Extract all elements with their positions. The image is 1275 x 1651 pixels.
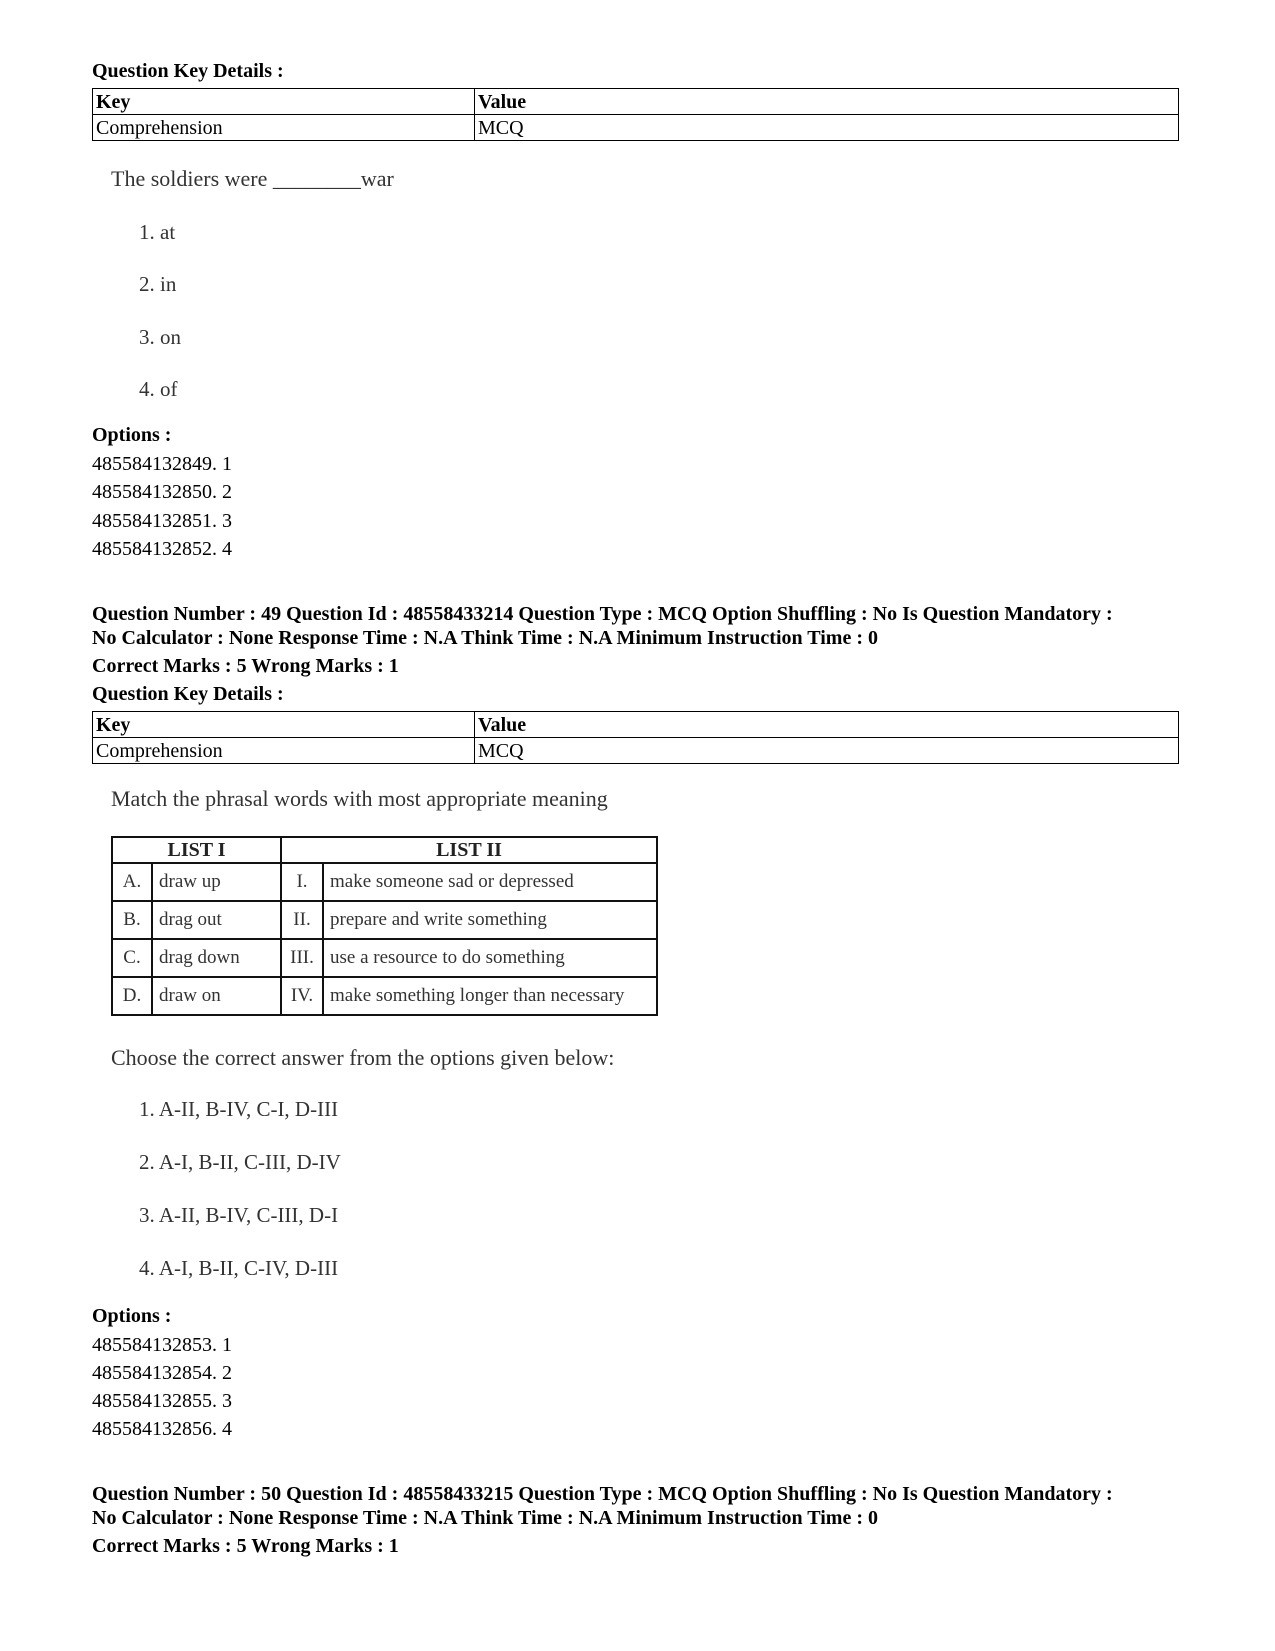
choice-item: 2. A-I, B-II, C-III, D-IV bbox=[139, 1150, 341, 1174]
option-line: 485584132852. 4 bbox=[92, 538, 232, 560]
option-line: 485584132850. 2 bbox=[92, 481, 232, 503]
match-table bbox=[111, 836, 658, 1016]
table-row bbox=[93, 738, 1179, 764]
option-line: 485584132856. 4 bbox=[92, 1418, 232, 1440]
list2-numeral: I. bbox=[281, 863, 323, 901]
table-cell-key: Comprehension bbox=[93, 738, 475, 764]
table-header-row bbox=[93, 712, 1179, 738]
meaning: use a resource to do something bbox=[323, 939, 657, 977]
key-details-table bbox=[92, 88, 1179, 141]
list2-numeral: II. bbox=[281, 901, 323, 939]
choice-item: 2. in bbox=[139, 272, 177, 296]
question-meta-line: Question Number : 49 Question Id : 48558433214 Question Type : MCQ Option Shuffling : No Is Question Mandatory : bbox=[92, 603, 1113, 625]
table-header-value: Value bbox=[475, 89, 1179, 115]
list2-header: LIST II bbox=[281, 837, 657, 863]
choice-item: 3. A-II, B-IV, C-III, D-I bbox=[139, 1203, 339, 1227]
table-header-value: Value bbox=[475, 712, 1179, 738]
key-details-heading: Question Key Details : bbox=[92, 60, 284, 82]
question-meta-line: No Calculator : None Response Time : N.A Think Time : N.A Minimum Instruction Time : 0 bbox=[92, 627, 878, 649]
choice-item: 3. on bbox=[139, 325, 181, 349]
marks-line: Correct Marks : 5 Wrong Marks : 1 bbox=[92, 655, 399, 677]
choice-item: 4. of bbox=[139, 377, 178, 401]
option-line: 485584132854. 2 bbox=[92, 1362, 232, 1384]
table-cell-value: MCQ bbox=[475, 738, 1179, 764]
table-header-row bbox=[93, 89, 1179, 115]
phrasal-word: drag out bbox=[152, 901, 281, 939]
options-heading: Options : bbox=[92, 424, 172, 446]
option-line: 485584132855. 3 bbox=[92, 1390, 232, 1412]
question-text: Match the phrasal words with most appropriate meaning bbox=[111, 786, 608, 811]
option-line: 485584132849. 1 bbox=[92, 453, 232, 475]
option-line: 485584132853. 1 bbox=[92, 1334, 232, 1356]
match-header-row bbox=[112, 837, 657, 863]
phrasal-word: draw up bbox=[152, 863, 281, 901]
question-text: The soldiers were ________war bbox=[111, 166, 394, 191]
table-row bbox=[112, 939, 657, 977]
key-details-table bbox=[92, 711, 1179, 764]
table-row bbox=[112, 977, 657, 1015]
question-meta-line: No Calculator : None Response Time : N.A Think Time : N.A Minimum Instruction Time : 0 bbox=[92, 1507, 878, 1529]
list1-header: LIST I bbox=[112, 837, 281, 863]
meaning: make someone sad or depressed bbox=[323, 863, 657, 901]
list1-letter: D. bbox=[112, 977, 152, 1015]
key-details-heading: Question Key Details : bbox=[92, 683, 284, 705]
list1-letter: C. bbox=[112, 939, 152, 977]
choice-item: 4. A-I, B-II, C-IV, D-III bbox=[139, 1256, 339, 1280]
table-header-key: Key bbox=[93, 712, 475, 738]
meaning: prepare and write something bbox=[323, 901, 657, 939]
list2-numeral: IV. bbox=[281, 977, 323, 1015]
choice-item: 1. A-II, B-IV, C-I, D-III bbox=[139, 1097, 339, 1121]
table-header-key: Key bbox=[93, 89, 475, 115]
table-row bbox=[112, 863, 657, 901]
phrasal-word: drag down bbox=[152, 939, 281, 977]
list2-numeral: III. bbox=[281, 939, 323, 977]
options-heading: Options : bbox=[92, 1305, 172, 1327]
choice-item: 1. at bbox=[139, 220, 176, 244]
question-meta-line: Question Number : 50 Question Id : 48558433215 Question Type : MCQ Option Shuffling : No Is Question Mandatory : bbox=[92, 1483, 1113, 1505]
list1-letter: B. bbox=[112, 901, 152, 939]
list1-letter: A. bbox=[112, 863, 152, 901]
marks-line: Correct Marks : 5 Wrong Marks : 1 bbox=[92, 1535, 399, 1557]
table-row bbox=[112, 901, 657, 939]
meaning: make something longer than necessary bbox=[323, 977, 657, 1015]
option-line: 485584132851. 3 bbox=[92, 510, 232, 532]
phrasal-word: draw on bbox=[152, 977, 281, 1015]
table-row bbox=[93, 115, 1179, 141]
table-cell-key: Comprehension bbox=[93, 115, 475, 141]
table-cell-value: MCQ bbox=[475, 115, 1179, 141]
instruction-text: Choose the correct answer from the options given below: bbox=[111, 1045, 615, 1070]
